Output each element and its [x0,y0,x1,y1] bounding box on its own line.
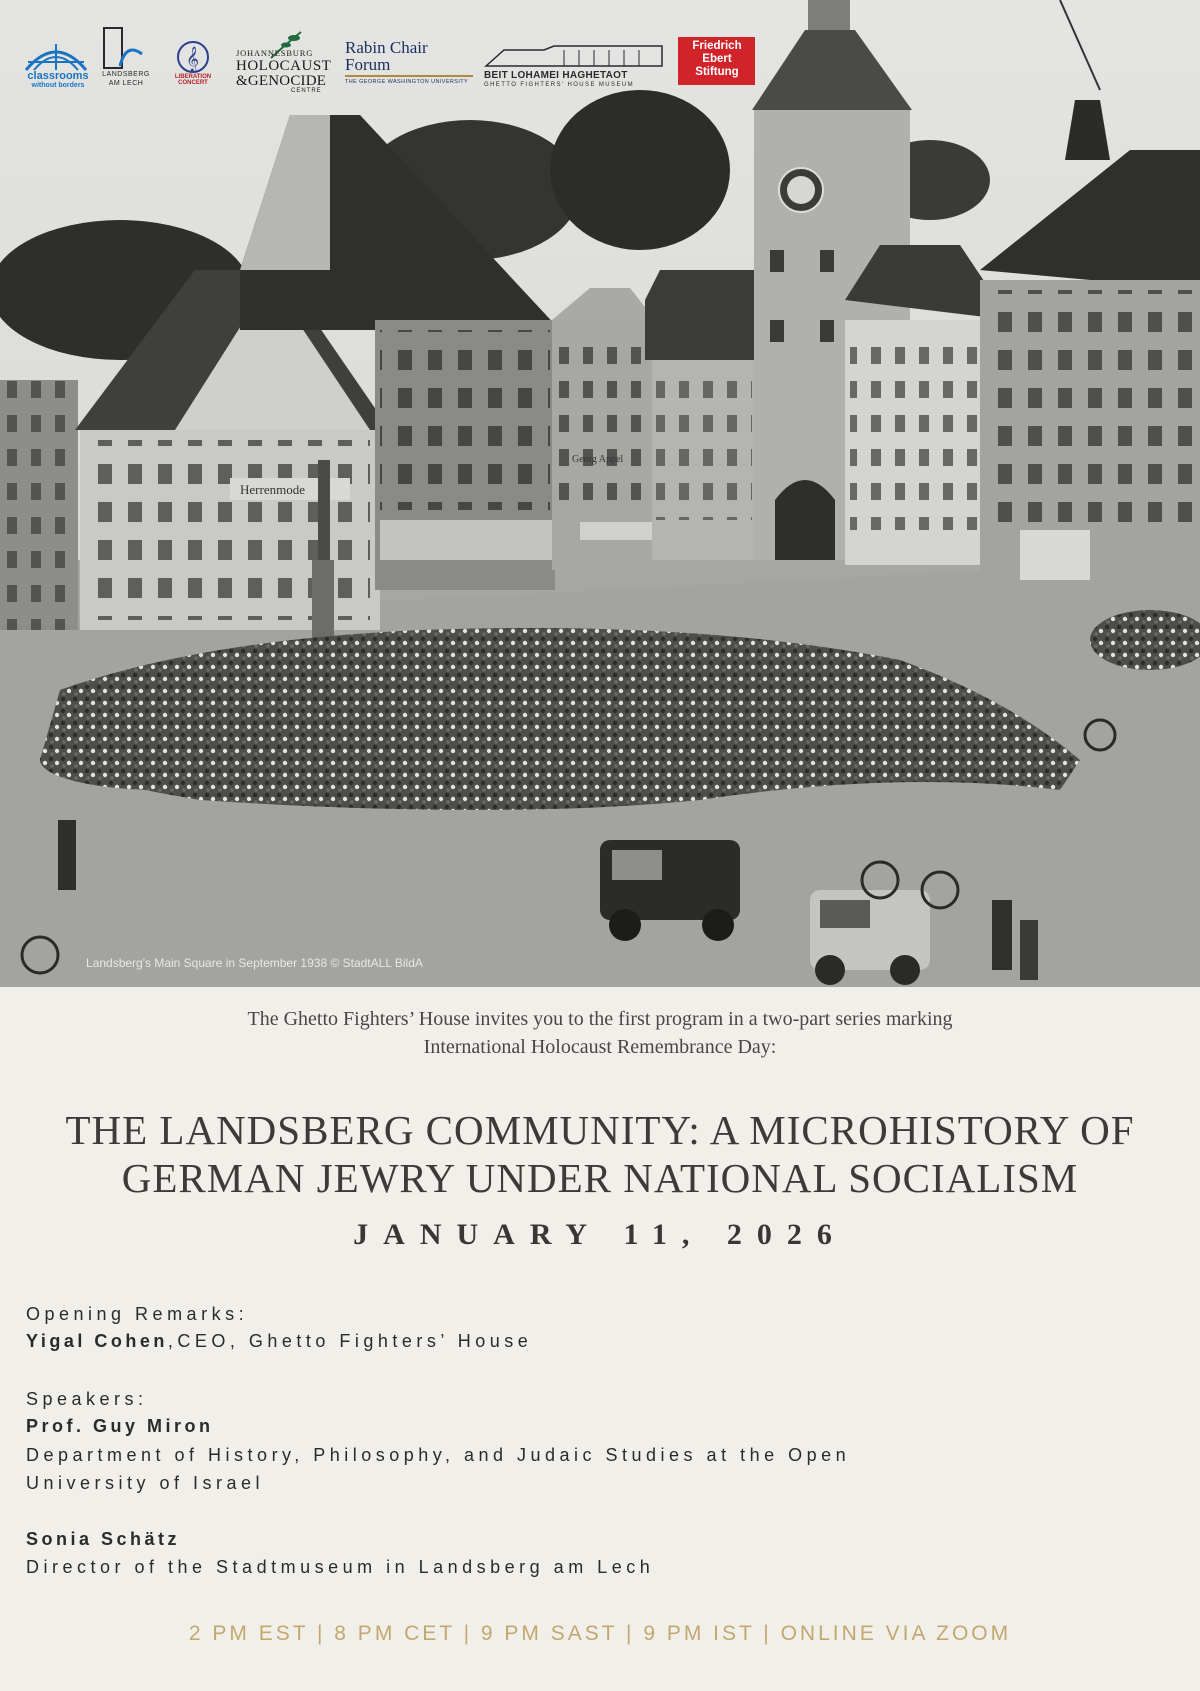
landsberg-logo-line2: AM LECH [108,80,144,87]
intro-line2: International Holocaust Remembrance Day: [423,1036,777,1058]
globe-icon [18,40,94,72]
title-line2: GERMAN JEWRY UNDER NATIONAL SOCIALISM [121,1155,1079,1201]
speaker1-name: Prof. Guy Miron [26,1416,214,1436]
classrooms-logo-text: classrooms [27,70,89,82]
partner-logos [0,0,1200,100]
ghetto-fighters-house-logo [484,44,664,92]
fes-line3: Stiftung [695,66,739,78]
jhgc-line3: &GENOCIDE [236,73,327,89]
landsberg-logo-line1: LANDSBERG [102,71,150,78]
fes-line2: Ebert [702,53,732,65]
classrooms-without-borders-logo [18,40,94,92]
johannesburg-holocaust-genocide-centre-logo [236,30,334,92]
event-title [0,1106,1200,1202]
rabin-divider [345,75,473,77]
liberation-concert-text: LIBERATION CONCERT [174,74,212,86]
landsberg-tower-icon [98,26,154,70]
rabin-line1: Rabin Chair [345,38,428,57]
event-date: JANUARY 11, 2026 [353,1218,847,1251]
rabin-line2: Forum [345,55,391,74]
speaker1-role-line2: University of Israel [26,1473,265,1493]
event-times-footer: 2 PM EST | 8 PM CET | 9 PM SAST | 9 PM IST | ONLINE VIA ZOOM [188,1622,1012,1645]
title-line1: THE LANDSBERG COMMUNITY: A MICROHISTORY OF [65,1107,1135,1153]
speakers-label: Speakers: [26,1389,148,1409]
photo-caption: Landsberg's Main Square in September 1938 © StadtALL BildA [86,956,423,970]
fes-line1: Friedrich [692,40,742,52]
opening-speaker-name: Yigal Cohen [26,1331,168,1351]
intro-text [0,1005,1200,1061]
opening-remarks-label: Opening Remarks: [26,1304,249,1324]
intro-line1: The Ghetto Fighters’ House invites you to the first program in a two-part series marking [247,1008,953,1030]
classrooms-logo-subtext: without borders [31,82,85,89]
speaker1-role-line1: Department of History, Philosophy, and Judaic Studies at the Open [26,1445,851,1465]
friedrich-ebert-stiftung-logo [678,37,755,85]
jhgc-line1: JOHANNESBURG [236,48,314,58]
opening-remarks-speaker [26,1331,532,1352]
opening-speaker-role: ,CEO, Ghetto Fighters’ House [167,1331,533,1351]
svg-text:𝄞: 𝄞 [186,47,200,72]
landsberg-logo [98,26,154,92]
liberation-concert-logo [162,40,224,90]
gfh-line1: BEIT LOHAMEI HAGHETAOT [484,70,628,81]
rabin-line3: THE GEORGE WASHINGTON UNIVERSITY [345,79,469,85]
treble-clef-icon [162,40,224,74]
jhgc-line4: CENTRE [291,88,322,94]
speaker2-name: Sonia Schätz [26,1529,181,1549]
gfh-line2: GHETTO FIGHTERS' HOUSE MUSEUM [484,82,634,88]
speaker2-role: Director of the Stadtmuseum in Landsberg am Lech [26,1557,655,1577]
jhgc-line2: HOLOCAUST [236,58,332,74]
shop-sign-georg-appel: Georg Appel [572,454,624,465]
shop-sign-herrenmode: Herrenmode [240,482,305,497]
museum-building-icon [484,44,664,68]
rabin-chair-forum-logo [345,38,473,90]
